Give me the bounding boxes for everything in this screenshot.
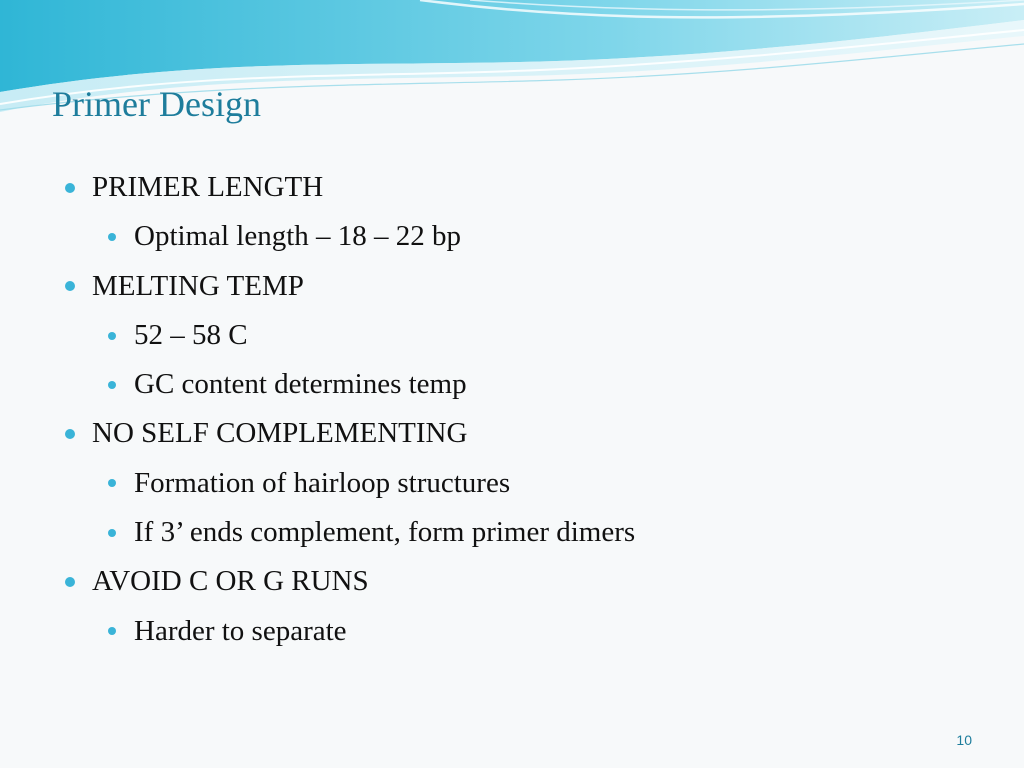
bullet-text: AVOID C OR G RUNS — [92, 565, 369, 598]
sub-bullet-item — [0, 311, 1024, 360]
bullet-text: MELTING TEMP — [92, 269, 304, 302]
sub-bullet-text: Formation of hairloop structures — [134, 466, 511, 499]
slide-title: Primer Design — [52, 84, 261, 124]
bullet-dot-icon — [108, 529, 116, 537]
sub-bullet-item — [0, 360, 1024, 409]
bullet-dot-icon — [108, 233, 116, 241]
bullet-text: NO SELF COMPLEMENTING — [92, 417, 468, 450]
sub-bullet-item — [0, 459, 1024, 508]
sub-bullet-text: GC content determines temp — [134, 368, 467, 401]
bullet-dot-icon — [65, 429, 75, 439]
sub-bullet-text: Optimal length – 18 – 22 bp — [134, 220, 462, 253]
bullet-item — [0, 163, 1024, 212]
bullet-dot-icon — [65, 281, 75, 291]
sub-bullet-item — [0, 508, 1024, 557]
bullet-list — [0, 163, 1024, 656]
bullet-item — [0, 557, 1024, 606]
bullet-dot-icon — [108, 332, 116, 340]
bullet-dot-icon — [108, 381, 116, 389]
sub-bullet-text: If 3’ ends complement, form primer dimers — [134, 516, 636, 549]
sub-bullet-item — [0, 607, 1024, 656]
bullet-item — [0, 262, 1024, 311]
bullet-text: PRIMER LENGTH — [92, 171, 324, 203]
bullet-item — [0, 409, 1024, 458]
sub-bullet-item — [0, 212, 1024, 261]
bullet-dot-icon — [65, 183, 75, 193]
bullet-dot-icon — [65, 577, 75, 587]
bullet-dot-icon — [108, 479, 116, 487]
sub-bullet-text: Harder to separate — [134, 614, 347, 647]
page-number: 10 — [956, 732, 972, 748]
bullet-dot-icon — [108, 627, 116, 635]
sub-bullet-text: 52 – 58 C — [134, 318, 248, 351]
